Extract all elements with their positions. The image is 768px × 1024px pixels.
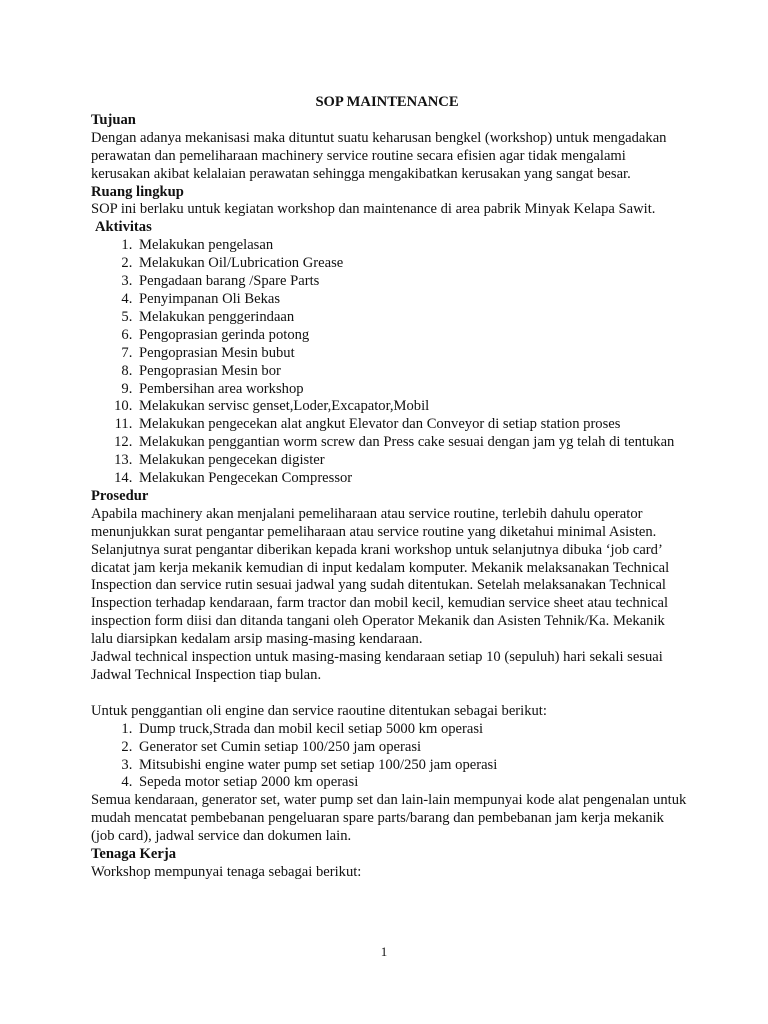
- tenaga-kerja-paragraph: Workshop mempunyai tenaga sebagai berikut:: [91, 863, 362, 880]
- list-item: 14. Melakukan Pengecekan Compressor: [136, 470, 688, 488]
- tujuan-paragraph: Dengan adanya mekanisasi maka dituntut suatu keharusan bengkel (workshop) untuk mengadakan perawatan dan pemeliharaan machinery service routine secara efisien agar tidak mengalami kerusakan akibat kelalaian perawatan sehingga mengakibatkan kerusakan yang sangat besar.: [91, 129, 667, 182]
- section-heading-aktivitas: Aktivitas: [95, 219, 152, 236]
- list-item: 2. Melakukan Oil/Lubrication Grease: [136, 255, 688, 273]
- list-item: 5. Melakukan penggerindaan: [136, 309, 688, 327]
- list-item: 6. Pengoprasian gerinda potong: [136, 327, 688, 345]
- prosedur-paragraph-4: Semua kendaraan, generator set, water pump set dan lain-lain mempunyai kode alat pengenalan untuk mudah mencatat pembebanan pengeluaran spare parts/barang dan pembebanan jam kerja mekanik (job card), jadwal service dan dokumen lain.: [91, 792, 687, 845]
- prosedur-paragraph-3: Untuk penggantian oli engine dan service raoutine ditentukan sebagai berikut:: [91, 702, 547, 719]
- section-heading-prosedur: Prosedur: [91, 487, 149, 504]
- list-item: 4. Penyimpanan Oli Bekas: [136, 291, 688, 309]
- document-title: SOP MAINTENANCE: [315, 94, 459, 110]
- section-heading-ruang-lingkup: Ruang lingkup: [91, 183, 184, 200]
- aktivitas-list: [91, 237, 688, 488]
- list-item: 11. Melakukan pengecekan alat angkut Elevator dan Conveyor di setiap station proses: [136, 416, 688, 434]
- list-item: 3. Pengadaan barang /Spare Parts: [136, 273, 688, 291]
- service-schedule-list: [91, 721, 688, 793]
- list-item: 8. Pengoprasian Mesin bor: [136, 363, 688, 381]
- paragraph-spacer: [91, 685, 688, 703]
- list-item: 1. Dump truck,Strada dan mobil kecil setiap 5000 km operasi: [136, 721, 688, 739]
- list-item: 7. Pengoprasian Mesin bubut: [136, 345, 688, 363]
- page-number: 1: [380, 944, 388, 959]
- list-item: 3. Mitsubishi engine water pump set setiap 100/250 jam operasi: [136, 757, 688, 775]
- section-heading-tenaga-kerja: Tenaga Kerja: [91, 846, 176, 863]
- ruang-lingkup-paragraph: SOP ini berlaku untuk kegiatan workshop dan maintenance di area pabrik Minyak Kelapa Sawit.: [91, 201, 656, 218]
- list-item: 9. Pembersihan area workshop: [136, 381, 688, 399]
- list-item: 12. Melakukan penggantian worm screw dan Press cake sesuai dengan jam yg telah di tentukan: [136, 434, 688, 452]
- prosedur-paragraph-1: Apabila machinery akan menjalani pemeliharaan atau service routine, terlebih dahulu operator menunjukkan surat pengantar pemeliharaan atau service routine yang diketahui minimal Asisten. Selanjutnya surat pengantar diberikan kepada krani workshop untuk selanjutnya dibuka ‘job card’ dicatat jam kerja mekanik kemudian di input kedalam komputer. Mekanik melaksanakan Technical Inspection dan service rutin sesuai jadwal yang sudah ditentukan. Setelah melaksanakan Technical Inspection terhadap kendaraan, farm tractor dan mobil kecil, kemudian service sheet atau technical inspection form diisi dan ditanda tangani oleh Operator Mekanik dan Asisten Tehnik/Ka. Mekanik lalu diarsipkan kedalam arsip masing-masing kendaraan.: [91, 505, 670, 648]
- prosedur-paragraph-2: Jadwal technical inspection untuk masing-masing kendaraan setiap 10 (sepuluh) hari sekali sesuai Jadwal Technical Inspection tiap bulan.: [91, 649, 663, 683]
- section-heading-tujuan: Tujuan: [91, 111, 136, 128]
- list-item: 1. Melakukan pengelasan: [136, 237, 688, 255]
- list-item: 4. Sepeda motor setiap 2000 km operasi: [136, 774, 688, 792]
- list-item: 2. Generator set Cumin setiap 100/250 jam operasi: [136, 739, 688, 757]
- list-item: 13. Melakukan pengecekan digister: [136, 452, 688, 470]
- list-item: 10. Melakukan servisc genset,Loder,Excapator,Mobil: [136, 398, 688, 416]
